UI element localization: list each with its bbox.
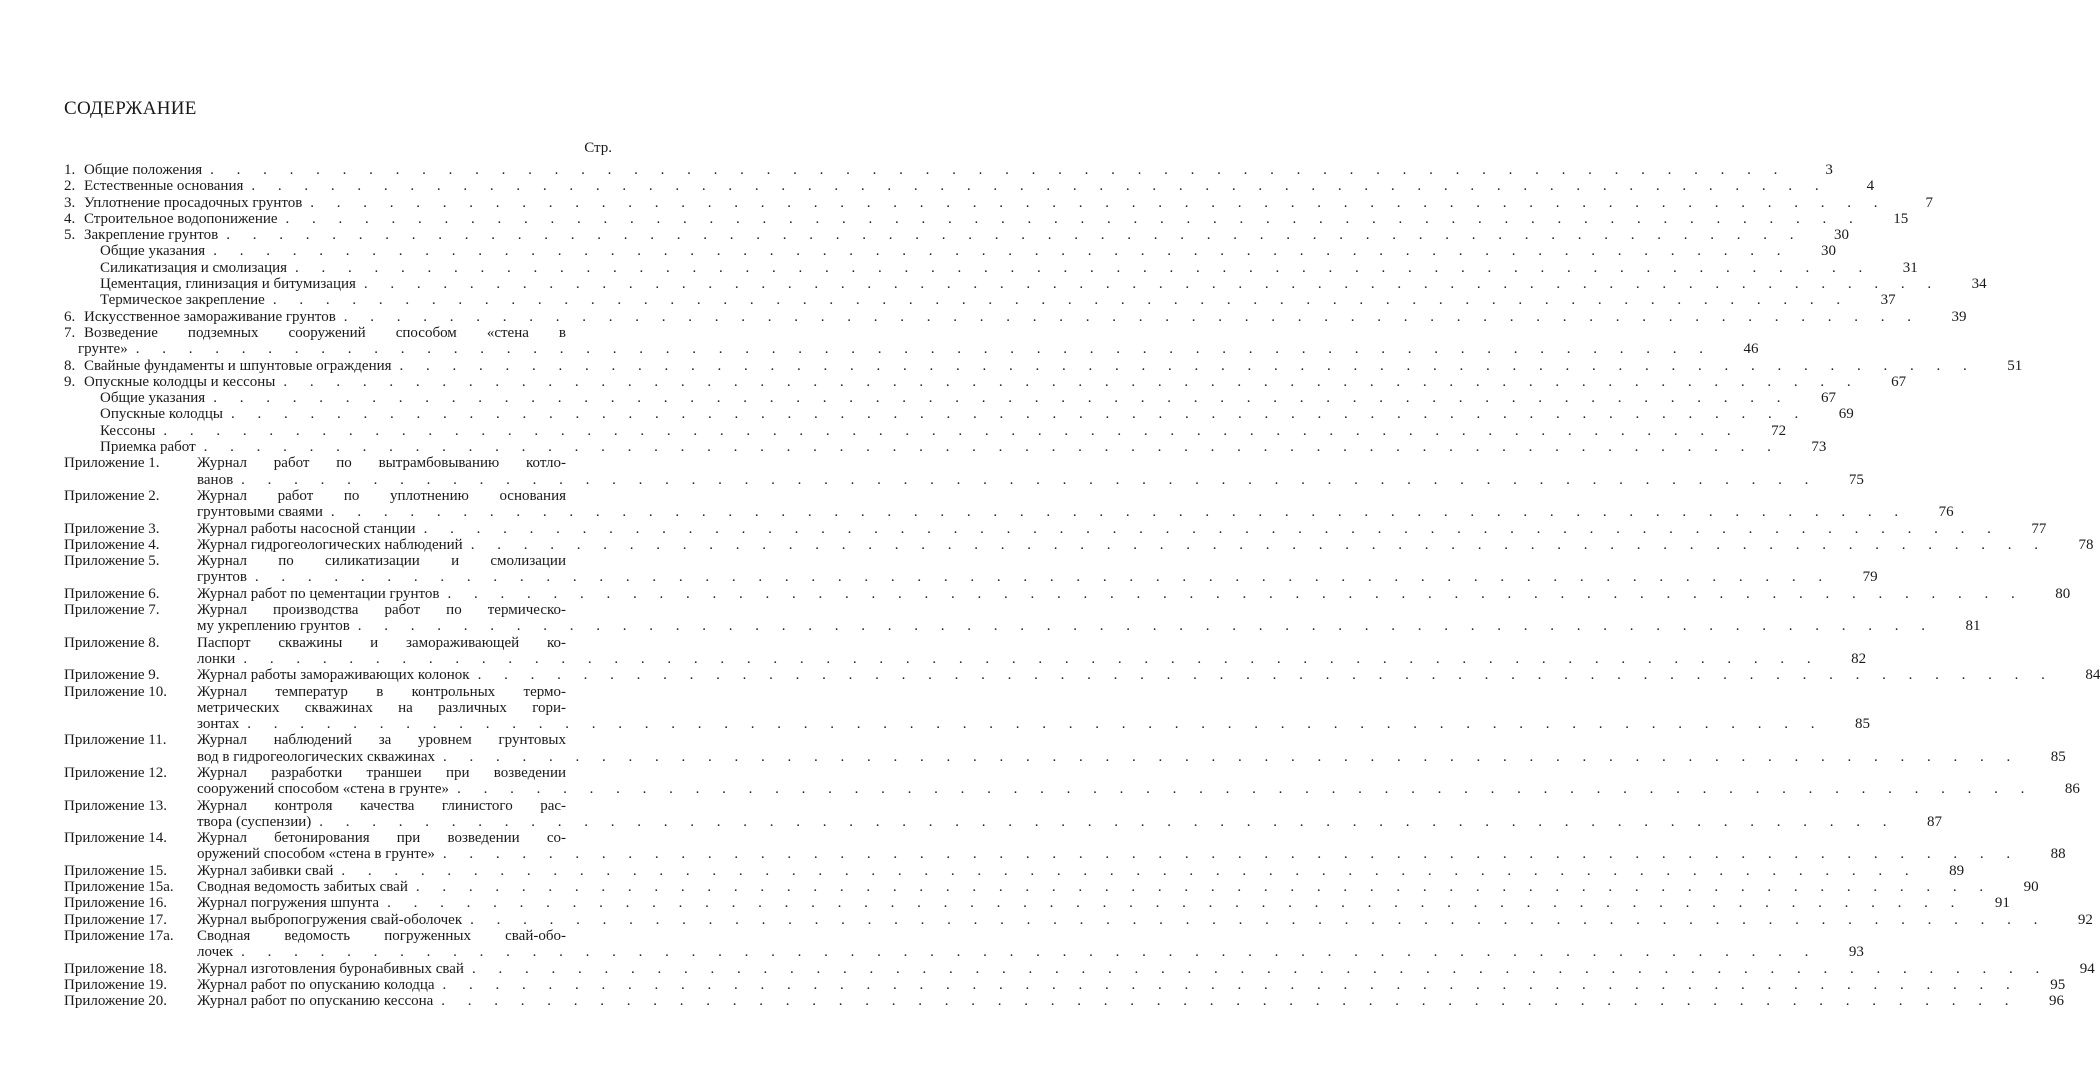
dot-leader: . . . . . . . . . . . . . . . . . . . . . . . . . . . . . . . . . . . . . . . . . . . . . . . . . . . . . . . . . . . . <box>243 650 1821 667</box>
page-number: 78 <box>2078 536 2094 553</box>
toc-line <box>64 813 1942 830</box>
page-number: 37 <box>1880 292 1896 309</box>
dot-leader: . . . . . . . . . . . . . . . . . . . . . . . . . . . . . . . . . . . . . . . . . . . . . . . . . . . . . . . . . . . . <box>203 439 1781 456</box>
toc-line <box>64 227 1849 244</box>
appendix-label: Приложение 12. <box>64 764 168 781</box>
indent <box>64 423 100 439</box>
appendix-label: Приложение 19. <box>64 976 168 993</box>
section-number: 2. <box>64 178 76 195</box>
toc-line <box>64 194 1934 211</box>
entry-title-line: грунтовыми сваями <box>197 504 323 521</box>
toc-appendix-entry[interactable] <box>64 927 1864 961</box>
toc-line <box>64 879 2039 896</box>
entry-title-line: Термическое закрепление <box>100 292 265 309</box>
toc-line <box>64 373 1907 390</box>
appendix-label: Приложение 10. <box>64 683 168 700</box>
page-number: 67 <box>1891 373 1907 390</box>
toc-appendix-entry[interactable] <box>64 683 1871 733</box>
appendix-label: Приложение 11. <box>64 732 167 749</box>
appendix-label: Приложение 6. <box>64 585 160 602</box>
page-number: 39 <box>1951 308 1967 325</box>
toc-appendix-entry[interactable] <box>64 585 2071 602</box>
page-number: 34 <box>1971 276 1987 293</box>
entry-title-line: Журнал разработки траншеи при возведении <box>197 764 566 781</box>
entry-title-line: метрических скважинах на различных гори- <box>197 699 566 716</box>
entry-title-line: Искусственное замораживание грунтов <box>84 308 336 325</box>
toc-appendix-entry[interactable] <box>64 553 1878 586</box>
dot-leader: . . . . . . . . . . . . . . . . . . . . . . . . . . . . . . . . . . . . . . . . . . . . . . . . . . . . . . . . . . . . <box>443 748 2020 765</box>
entry-title-line: Уплотнение просадочных грунтов <box>84 194 303 211</box>
appendix-label <box>64 814 197 830</box>
toc-line <box>64 243 1836 260</box>
spacer <box>566 700 612 716</box>
section-number: 5. <box>64 227 76 244</box>
dot-leader: . . . . . . . . . . . . . . . . . . . . . . . . . . . . . . . . . . . . . . . . . . . . . . . . . . . . . . . . . . . . <box>441 993 2019 1010</box>
section-number: 7. <box>64 324 76 341</box>
page-number: 96 <box>2049 993 2065 1010</box>
dot-leader: . . . . . . . . . . . . . . . . . . . . . . . . . . . . . . . . . . . . . . . . . . . . . . . . . . . . . . . . . . . . <box>247 716 1825 733</box>
toc-line <box>64 259 1918 276</box>
indent <box>64 243 100 259</box>
page-number: 90 <box>2023 879 2039 896</box>
section-number: 4. <box>64 210 76 227</box>
dot-leader: . . . . . . . . . . . . . . . . . . . . . . . . . . . . . . . . . . . . . . . . . . . . . . . . . . . . . . . . . . . . <box>241 471 1818 488</box>
appendix-label <box>64 846 197 862</box>
appendix-label: Приложение 17а. <box>64 927 174 944</box>
entry-title-line: грунтов <box>197 569 247 586</box>
toc-appendix-entry[interactable] <box>64 911 2093 928</box>
toc-line <box>64 357 2023 374</box>
toc-line <box>64 471 1864 488</box>
spacer <box>566 602 612 618</box>
appendix-label <box>64 749 197 765</box>
appendix-label: Приложение 1. <box>64 455 160 472</box>
toc-appendix-entry[interactable] <box>64 993 2065 1010</box>
page-number: 3 <box>1825 162 1833 178</box>
dot-leader: . . . . . . . . . . . . . . . . . . . . . . . . . . . . . . . . . . . . . . . . . . . . . . . . . . . . . . . . . . . . <box>319 813 1896 830</box>
toc-section-entry[interactable] <box>64 178 1875 195</box>
entry-title-line: Журнал наблюдений за уровнем грунтовых <box>197 732 566 749</box>
dot-leader: . . . . . . . . . . . . . . . . . . . . . . . . . . . . . . . . . . . . . . . . . . . . . . . . . . . . . . . . . . . . <box>415 879 1993 896</box>
toc-line <box>64 292 1896 309</box>
entry-title-line: Общие указания <box>100 390 206 407</box>
toc-line <box>64 585 2071 602</box>
toc-appendix-entry[interactable] <box>64 602 1981 635</box>
toc-line <box>64 341 1759 358</box>
section-number: 9. <box>64 373 76 390</box>
appendix-label: Приложение 15. <box>64 862 168 879</box>
entry-title-line: Журнал погружения шпунта <box>197 895 380 912</box>
page-number: 81 <box>1965 618 1981 635</box>
indent <box>64 276 100 292</box>
toc-section-entry[interactable] <box>64 259 1918 276</box>
toc-line <box>64 439 1827 456</box>
toc-appendix-entry[interactable] <box>64 634 1867 668</box>
appendix-label: Приложение 18. <box>64 960 168 977</box>
dot-leader: . . . . . . . . . . . . . . . . . . . . . . . . . . . . . . . . . . . . . . . . . . . . . . . . . . . . . . . . . . . . <box>310 194 1888 211</box>
toc-line <box>64 162 1833 178</box>
dot-leader: . . . . . . . . . . . . . . . . . . . . . . . . . . . . . . . . . . . . . . . . . . . . . . . . . . . . . . . . . . . . <box>471 960 2049 977</box>
appendix-label: Приложение 15а. <box>64 879 174 896</box>
toc-line <box>64 569 1878 586</box>
spacer <box>566 684 612 700</box>
toc-appendix-entry[interactable] <box>64 455 1864 488</box>
dot-leader: . . . . . . . . . . . . . . . . . . . . . . . . . . . . . . . . . . . . . . . . . . . . . . . . . . . . . . . . . . . . <box>213 243 1790 260</box>
dot-leader: . . . . . . . . . . . . . . . . . . . . . . . . . . . . . . . . . . . . . . . . . . . . . . . . . . . . . . . . . . . . <box>254 569 1832 586</box>
entry-title-line: Журнал температур в контрольных термо- <box>197 683 566 700</box>
toc-appendix-entry[interactable] <box>64 667 2100 684</box>
toc-line <box>64 862 1965 879</box>
dot-leader: . . . . . . . . . . . . . . . . . . . . . . . . . . . . . . . . . . . . . . . . . . . . . . . . . . . . . . . . . . . . <box>423 520 2001 537</box>
table-of-contents <box>64 162 2100 1010</box>
toc-section-entry[interactable] <box>64 194 1934 211</box>
toc-appendix-entry[interactable] <box>64 520 2047 537</box>
entry-title-line: Общие положения <box>84 162 203 178</box>
toc-appendix-entry[interactable] <box>64 862 1965 879</box>
entry-title-line: Строительное водопонижение <box>84 210 278 227</box>
entry-title-line: ванов <box>197 471 234 488</box>
page-number: 77 <box>2031 520 2047 537</box>
toc-line <box>64 178 1875 195</box>
toc-appendix-entry[interactable] <box>64 830 2066 863</box>
toc-section-entry[interactable] <box>64 210 1909 227</box>
toc-appendix-entry[interactable] <box>64 976 2066 993</box>
toc-section-entry[interactable] <box>64 406 1854 423</box>
page-number: 84 <box>2085 667 2100 684</box>
page-number: 31 <box>1902 259 1918 276</box>
dot-leader: . . . . . . . . . . . . . . . . . . . . . . . . . . . . . . . . . . . . . . . . . . . . . . . . . . . . . . . . . . . . <box>341 862 1919 879</box>
toc-appendix-entry[interactable] <box>64 764 2080 798</box>
appendix-label: Приложение 5. <box>64 553 160 570</box>
toc-line <box>64 846 2066 863</box>
appendix-label: Приложение 17. <box>64 911 168 928</box>
toc-section-entry[interactable] <box>64 227 1849 244</box>
toc-section-entry[interactable] <box>64 422 1787 439</box>
appendix-label <box>64 618 197 634</box>
entry-title-line: лочек <box>197 944 234 961</box>
entry-title-line: Журнал работ по цементации грунтов <box>197 585 440 602</box>
appendix-label: Приложение 14. <box>64 830 168 847</box>
toc-section-entry[interactable] <box>64 357 2023 374</box>
toc-line <box>64 732 612 748</box>
toc-line <box>64 276 1987 293</box>
indent <box>64 260 100 276</box>
entry-title-line: Паспорт скважины и замораживающей ко- <box>197 634 566 651</box>
dot-leader: . . . . . . . . . . . . . . . . . . . . . . . . . . . . . . . . . . . . . . . . . . . . . . . . . . . . . . . . . . . . <box>470 536 2048 553</box>
dot-leader: . . . . . . . . . . . . . . . . . . . . . . . . . . . . . . . . . . . . . . . . . . . . . . . . . . . . . . . . . . . . <box>210 162 1787 178</box>
dot-leader: . . . . . . . . . . . . . . . . . . . . . . . . . . . . . . . . . . . . . . . . . . . . . . . . . . . . . . . . . . . . <box>230 406 1808 423</box>
toc-line <box>64 765 612 781</box>
page-number: 94 <box>2079 960 2095 977</box>
entry-title-line: Опускные колодцы <box>100 406 223 423</box>
toc-line <box>64 830 612 846</box>
dot-leader: . . . . . . . . . . . . . . . . . . . . . . . . . . . . . . . . . . . . . . . . . . . . . . . . . . . . . . . . . . . . <box>457 781 2034 798</box>
dot-leader: . . . . . . . . . . . . . . . . . . . . . . . . . . . . . . . . . . . . . . . . . . . . . . . . . . . . . . . . . . . . <box>283 373 1861 390</box>
page-column-label: Стр. <box>584 140 612 156</box>
indent <box>64 406 100 422</box>
section-number: 8. <box>64 357 76 374</box>
page-number: 15 <box>1893 210 1909 227</box>
appendix-label <box>64 700 197 716</box>
entry-title-line: Кессоны <box>100 422 156 439</box>
section-number <box>64 341 78 357</box>
entry-title-line: Силикатизация и смолизация <box>100 259 288 276</box>
appendix-label <box>64 472 197 488</box>
toc-line <box>64 455 612 471</box>
toc-line <box>64 553 612 569</box>
appendix-label <box>64 651 197 667</box>
spacer <box>566 928 612 944</box>
entry-title-line: вод в гидрогеологических скважинах <box>197 748 436 765</box>
appendix-label: Приложение 2. <box>64 487 160 504</box>
toc-line <box>64 210 1909 227</box>
section-number: 6. <box>64 308 76 325</box>
toc-line <box>64 520 2047 537</box>
spacer <box>566 553 612 569</box>
spacer <box>566 488 612 504</box>
dot-leader: . . . . . . . . . . . . . . . . . . . . . . . . . . . . . . . . . . . . . . . . . . . . . . . . . . . . . . . . . . . . <box>442 846 2020 863</box>
dot-leader: . . . . . . . . . . . . . . . . . . . . . . . . . . . . . . . . . . . . . . . . . . . . . . . . . . . . . . . . . . . . <box>285 210 1863 227</box>
dot-leader: . . . . . . . . . . . . . . . . . . . . . . . . . . . . . . . . . . . . . . . . . . . . . . . . . . . . . . . . . . . . <box>470 911 2047 928</box>
section-number: 3. <box>64 194 76 211</box>
dot-leader: . . . . . . . . . . . . . . . . . . . . . . . . . . . . . . . . . . . . . . . . . . . . . . . . . . . . . . . . . . . . <box>387 895 1964 912</box>
toc-section-entry[interactable] <box>64 243 1836 260</box>
toc-line <box>64 635 612 651</box>
appendix-label: Приложение 9. <box>64 667 160 684</box>
toc-line <box>64 390 1836 407</box>
page-number: 86 <box>2064 781 2080 798</box>
toc-line <box>64 406 1854 423</box>
page-number: 30 <box>1820 243 1836 260</box>
dot-leader: . . . . . . . . . . . . . . . . . . . . . . . . . . . . . . . . . . . . . . . . . . . . . . . . . . . . . . . . . . . . <box>135 341 1713 358</box>
page-number: 92 <box>2077 911 2093 928</box>
entry-title-line: Журнал работ по опусканию колодца <box>197 976 435 993</box>
toc-appendix-entry[interactable] <box>64 732 2066 765</box>
page-number: 46 <box>1743 341 1759 358</box>
page-number: 67 <box>1820 390 1836 407</box>
page-number: 87 <box>1927 813 1942 830</box>
toc-line <box>64 911 2093 928</box>
page-number: 82 <box>1851 650 1867 667</box>
dot-leader: . . . . . . . . . . . . . . . . . . . . . . . . . . . . . . . . . . . . . . . . . . . . . . . . . . . . . . . . . . . . <box>241 944 1818 961</box>
page-number: 80 <box>2055 585 2071 602</box>
toc-appendix-entry[interactable] <box>64 536 2094 553</box>
appendix-label: Приложение 3. <box>64 520 160 537</box>
toc-line <box>64 422 1787 439</box>
toc-appendix-entry[interactable] <box>64 797 1942 831</box>
page-number: 88 <box>2050 846 2066 863</box>
spacer <box>566 635 612 651</box>
toc-line <box>64 748 2066 765</box>
page-number: 95 <box>2050 976 2066 993</box>
entry-title-line: Возведение подземных сооружений способом «стена в <box>84 324 566 341</box>
spacer <box>566 765 612 781</box>
page-number: 75 <box>1848 471 1864 488</box>
entry-title-line: Приемка работ <box>100 439 196 456</box>
page-number: 76 <box>1938 504 1954 521</box>
spacer <box>566 325 612 341</box>
toc-line <box>64 308 1967 325</box>
appendix-label <box>64 504 197 520</box>
entry-title-line: Естественные основания <box>84 178 244 195</box>
entry-title-line: Журнал контроля качества глинистого рас- <box>197 797 566 814</box>
entry-title-line: Свайные фундаменты и шпунтовые ограждения <box>84 357 392 374</box>
entry-title-line: Журнал бетонирования при возведении со- <box>197 830 566 847</box>
entry-title-line: Сводная ведомость погруженных свай-обо- <box>197 927 566 944</box>
page-number: 30 <box>1833 227 1849 244</box>
appendix-label <box>64 716 197 732</box>
dot-leader: . . . . . . . . . . . . . . . . . . . . . . . . . . . . . . . . . . . . . . . . . . . . . . . . . . . . . . . . . . . . <box>163 422 1741 439</box>
appendix-label: Приложение 20. <box>64 993 168 1010</box>
entry-title-line: Журнал работ по уплотнению основания <box>197 487 566 504</box>
toc-appendix-entry[interactable] <box>64 879 2039 896</box>
toc-section-entry[interactable] <box>64 162 1833 178</box>
entry-title-line: му укреплению грунтов <box>197 618 350 635</box>
dot-leader: . . . . . . . . . . . . . . . . . . . . . . . . . . . . . . . . . . . . . . . . . . . . . . . . . . . . . . . . . . . . <box>442 976 2020 993</box>
toc-section-entry[interactable] <box>64 308 1967 325</box>
toc-section-entry[interactable] <box>64 439 1827 456</box>
spacer <box>566 732 612 748</box>
toc-line <box>64 650 1867 667</box>
appendix-label <box>64 569 197 585</box>
page-number: 69 <box>1838 406 1854 423</box>
page-number: 51 <box>2007 357 2023 374</box>
toc-line <box>64 781 2080 798</box>
page-number: 73 <box>1811 439 1827 456</box>
entry-title-line: Журнал работ по вытрамбовыванию котло- <box>197 455 566 472</box>
section-number: 1. <box>64 162 76 178</box>
dot-leader: . . . . . . . . . . . . . . . . . . . . . . . . . . . . . . . . . . . . . . . . . . . . . . . . . . . . . . . . . . . . <box>357 618 1935 635</box>
dot-leader: . . . . . . . . . . . . . . . . . . . . . . . . . . . . . . . . . . . . . . . . . . . . . . . . . . . . . . . . . . . . <box>330 504 1908 521</box>
dot-leader: . . . . . . . . . . . . . . . . . . . . . . . . . . . . . . . . . . . . . . . . . . . . . . . . . . . . . . . . . . . . <box>343 308 1921 325</box>
page-number: 4 <box>1866 178 1875 195</box>
toc-line <box>64 976 2066 993</box>
appendix-label <box>64 944 197 960</box>
entry-title-line: Журнал выбропогружения свай-оболочек <box>197 911 463 928</box>
entry-title-line: Журнал гидрогеологических наблюдений <box>197 536 463 553</box>
dot-leader: . . . . . . . . . . . . . . . . . . . . . . . . . . . . . . . . . . . . . . . . . . . . . . . . . . . . . . . . . . . . <box>399 357 1977 374</box>
entry-title-line: грунте» <box>78 341 128 358</box>
toc-line <box>64 325 612 341</box>
entry-title-line: оружений способом «стена в грунте» <box>197 846 435 863</box>
toc-appendix-entry[interactable] <box>64 895 2010 912</box>
spacer <box>566 455 612 471</box>
toc-line <box>64 798 612 814</box>
spacer <box>566 830 612 846</box>
toc-line <box>64 536 2094 553</box>
entry-title-line: Журнал изготовления буронабивных свай <box>197 960 464 977</box>
entry-title-line: Общие указания <box>100 243 206 260</box>
toc-line <box>64 684 612 700</box>
toc-appendix-entry[interactable] <box>64 960 2095 977</box>
page-title: СОДЕРЖАНИЕ <box>64 98 197 119</box>
dot-leader: . . . . . . . . . . . . . . . . . . . . . . . . . . . . . . . . . . . . . . . . . . . . . . . . . . . . . . . . . . . . <box>251 178 1829 195</box>
entry-title-line: лонки <box>197 650 236 667</box>
dot-leader: . . . . . . . . . . . . . . . . . . . . . . . . . . . . . . . . . . . . . . . . . . . . . . . . . . . . . . . . . . . . <box>226 227 1803 244</box>
toc-line <box>64 895 2010 912</box>
appendix-label: Приложение 16. <box>64 895 168 912</box>
indent <box>64 439 100 455</box>
dot-leader: . . . . . . . . . . . . . . . . . . . . . . . . . . . . . . . . . . . . . . . . . . . . . . . . . . . . . . . . . . . . <box>295 259 1872 276</box>
spacer <box>566 798 612 814</box>
entry-title-line: Журнал работы насосной станции <box>197 520 416 537</box>
page-number: 85 <box>2050 748 2066 765</box>
entry-title-line: Журнал работы замораживающих колонок <box>197 667 470 684</box>
dot-leader: . . . . . . . . . . . . . . . . . . . . . . . . . . . . . . . . . . . . . . . . . . . . . . . . . . . . . . . . . . . . <box>363 276 1941 293</box>
appendix-label: Приложение 4. <box>64 536 160 553</box>
entry-title-line: твора (суспензии) <box>197 813 312 830</box>
toc-line <box>64 928 612 944</box>
page-number: 89 <box>1949 862 1965 879</box>
indent <box>64 390 100 406</box>
appendix-label: Приложение 13. <box>64 797 168 814</box>
entry-title-line: Журнал по силикатизации и смолизации <box>197 553 566 570</box>
page-number: 79 <box>1862 569 1878 586</box>
toc-section-entry[interactable] <box>64 373 1907 390</box>
entry-title-line: Опускные колодцы и кессоны <box>84 373 276 390</box>
toc-line <box>64 602 612 618</box>
dot-leader: . . . . . . . . . . . . . . . . . . . . . . . . . . . . . . . . . . . . . . . . . . . . . . . . . . . . . . . . . . . . <box>447 585 2025 602</box>
toc-line <box>64 488 612 504</box>
dot-leader: . . . . . . . . . . . . . . . . . . . . . . . . . . . . . . . . . . . . . . . . . . . . . . . . . . . . . . . . . . . . <box>272 292 1850 309</box>
page-number: 72 <box>1771 422 1787 439</box>
page-number: 7 <box>1925 194 1934 211</box>
toc-line <box>64 993 2065 1010</box>
page-number: 91 <box>1994 895 2010 912</box>
toc-line <box>64 667 2100 684</box>
page-number: 93 <box>1848 944 1864 961</box>
toc-line <box>64 944 1864 961</box>
entry-title-line: Закрепление грунтов <box>84 227 219 244</box>
toc-line <box>64 700 612 716</box>
entry-title-line: Журнал работ по опусканию кессона <box>197 993 434 1010</box>
toc-section-entry[interactable] <box>64 276 1987 293</box>
toc-section-entry[interactable] <box>64 324 1759 358</box>
page-number: 85 <box>1855 716 1871 733</box>
toc-line <box>64 504 1954 521</box>
dot-leader: . . . . . . . . . . . . . . . . . . . . . . . . . . . . . . . . . . . . . . . . . . . . . . . . . . . . . . . . . . . . <box>213 390 1790 407</box>
toc-line <box>64 618 1981 635</box>
toc-section-entry[interactable] <box>64 292 1896 309</box>
toc-appendix-entry[interactable] <box>64 487 1954 521</box>
toc-section-entry[interactable] <box>64 390 1836 407</box>
toc-line <box>64 960 2095 977</box>
toc-line <box>64 716 1871 733</box>
dot-leader: . . . . . . . . . . . . . . . . . . . . . . . . . . . . . . . . . . . . . . . . . . . . . . . . . . . . . . . . . . . . <box>477 667 2055 684</box>
entry-title-line: Журнал забивки свай <box>197 862 334 879</box>
indent <box>64 292 100 308</box>
entry-title-line: Цементация, глинизация и битумизация <box>100 276 356 293</box>
appendix-label: Приложение 8. <box>64 634 160 651</box>
appendix-label: Приложение 7. <box>64 602 160 619</box>
entry-title-line: зонтах <box>197 716 240 733</box>
entry-title-line: Журнал производства работ по термическо- <box>197 602 566 619</box>
entry-title-line: Сводная ведомость забитых свай <box>197 879 408 896</box>
entry-title-line: сооружений способом «стена в грунте» <box>197 781 450 798</box>
appendix-label <box>64 781 197 797</box>
